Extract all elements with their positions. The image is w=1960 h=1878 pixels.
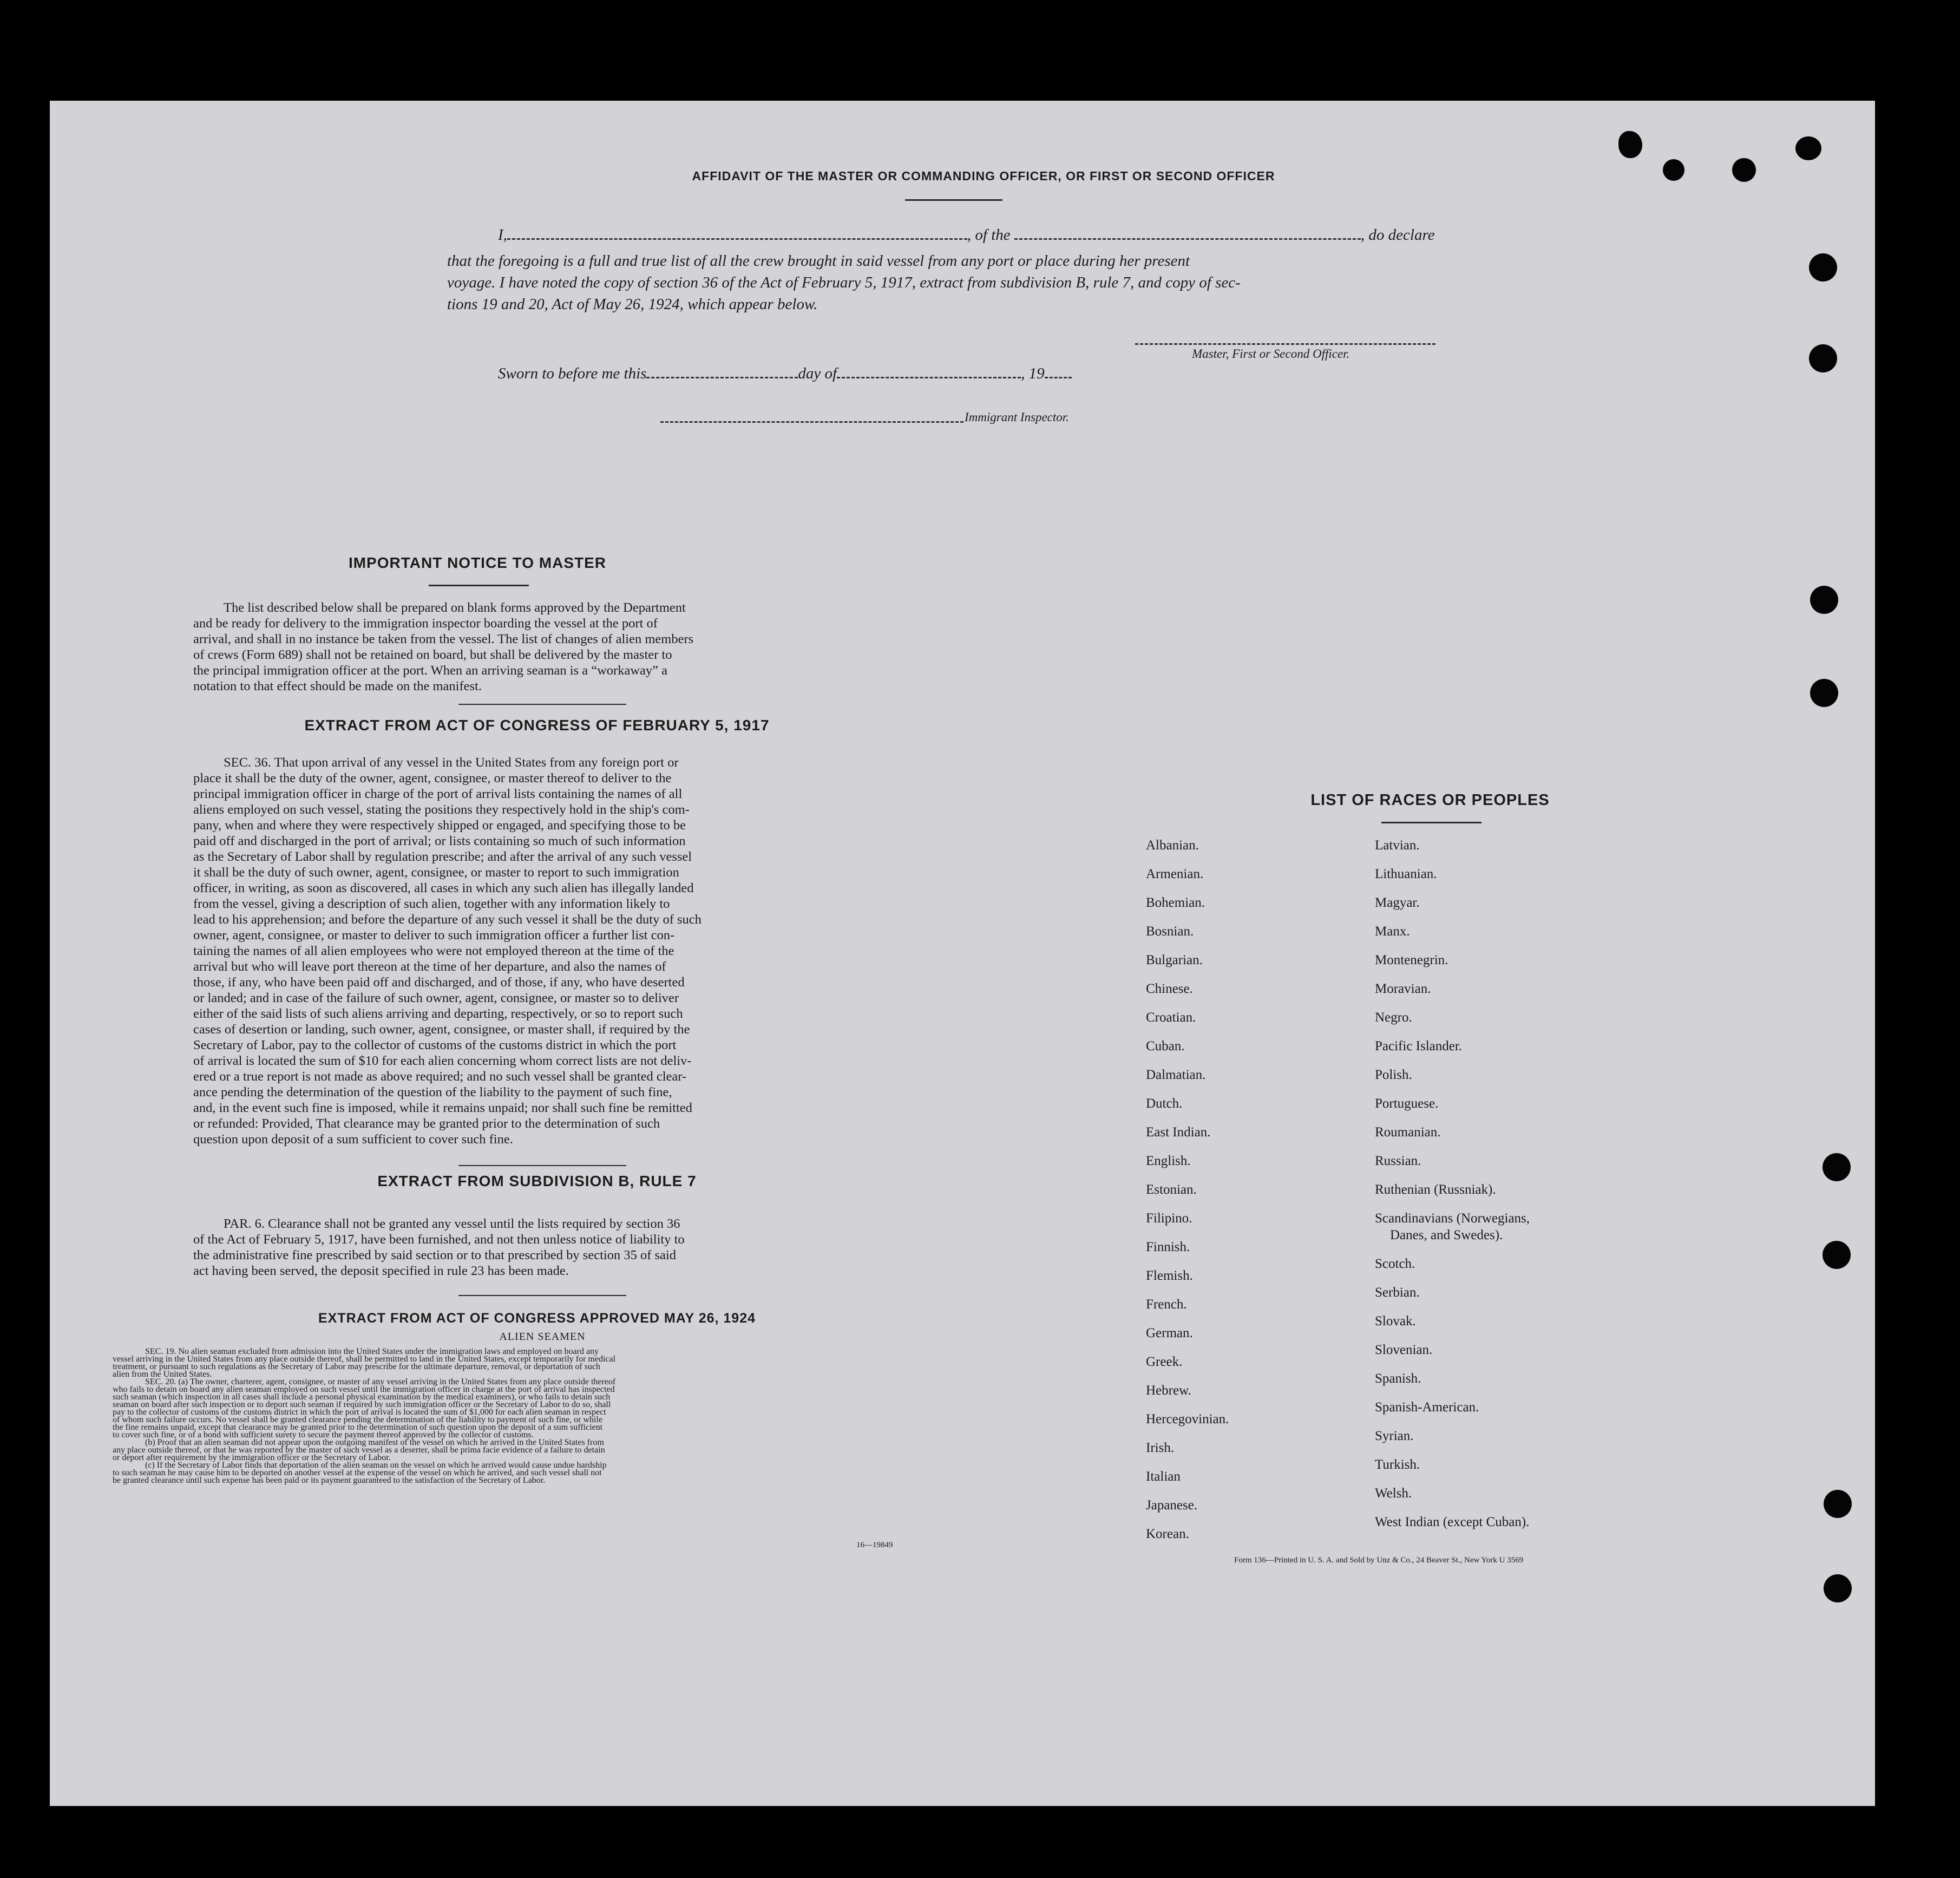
sec-36-line: those, if any, who have been paid off and discharged, and of those, if any, who have deserted — [193, 975, 685, 990]
inspector-signature-line — [660, 421, 963, 423]
sec-36-line: principal immigration officer in charge of the port of arrival lists containing the names of all — [193, 787, 683, 801]
affidavit-line-3: voyage. I have noted the copy of section 36 of the Act of February 5, 1917, extract from subdivision B, rule 7, and copy of sec- — [447, 274, 1241, 291]
sworn-month-blank — [837, 377, 1021, 378]
sec-36-line: of arrival is located the sum of $10 for each alien concerning whom correct lists are not deliv- — [193, 1053, 692, 1068]
sec-36-line: taining the names of all alien employees who were not employed thereon at the time of the — [193, 944, 674, 958]
sec-36-line: ance pending the determination of the question of the liability to the payment of such fine, — [193, 1085, 672, 1100]
races-left-column — [1146, 838, 1229, 1555]
punch-hole — [1795, 136, 1821, 160]
extract-1924-title: EXTRACT FROM ACT OF CONGRESS APPROVED MAY 26, 1924 — [318, 1311, 756, 1326]
race-item: Bosnian. — [1146, 924, 1194, 939]
master-caption: Master, First or Second Officer. — [1192, 347, 1350, 361]
sec-19-line: SEC. 19. No alien seaman excluded from admission into the United States under the immigration laws and employed on board any — [145, 1347, 599, 1356]
declare-label: , do declare — [1360, 226, 1435, 244]
of-the-label: , of the — [967, 226, 1011, 244]
race-item: Greek. — [1146, 1354, 1183, 1369]
sec-36-line: SEC. 36. That upon arrival of any vessel in the United States from any foreign port or — [224, 755, 679, 770]
sec-20-line: any place outside thereof, or that he was reported by the master of such vessel as a deserter, shall be prima facie evidence of a failure to detain — [113, 1445, 605, 1455]
affidavit-title-rule — [905, 199, 1002, 201]
sec-36-line: question upon deposit of a sum sufficient to cover such fine. — [193, 1132, 513, 1147]
race-item: Moravian. — [1375, 981, 1431, 996]
race-item: Latvian. — [1375, 838, 1420, 853]
par-6-line: PAR. 6. Clearance shall not be granted any vessel until the lists required by section 36 — [224, 1216, 680, 1231]
race-item: Turkish. — [1375, 1457, 1420, 1472]
sec-20-line: who fails to detain on board any alien seaman employed on such vessel until the immigration officer in charge at the port of arrival has inspected — [113, 1385, 615, 1394]
sec-20-line: the fine remains unpaid, except that clearance may be granted prior to the determination of such question upon the deposit of a sum sufficient — [113, 1423, 603, 1432]
notice-line: arrival, and shall in no instance be taken from the vessel. The list of changes of alien members — [193, 632, 694, 646]
notice-title-rule — [429, 585, 529, 586]
race-item: Albanian. — [1146, 838, 1199, 853]
race-item: English. — [1146, 1154, 1191, 1168]
sec-36-line: either of the said lists of such aliens arriving and departing, respectively, or so to report such — [193, 1006, 683, 1021]
race-item: Croatian. — [1146, 1010, 1196, 1025]
race-item: East Indian. — [1146, 1125, 1211, 1140]
punch-hole — [1824, 1574, 1852, 1602]
extract-1924-text — [113, 1348, 965, 1484]
sec-19-line: vessel arriving in the United States from any place outside thereof, shall be permitted to land in the United States, except temporarily for medical — [113, 1354, 616, 1364]
sec-20-line: to cover such fine, or of a bond with sufficient surety to secure the payment thereof approved by the collector of customs. — [113, 1430, 534, 1439]
notice-line: and be ready for delivery to the immigration inspector boarding the vessel at the port of — [193, 616, 658, 631]
extract-1917-title: EXTRACT FROM ACT OF CONGRESS OF FEBRUARY 5, 1917 — [304, 717, 770, 734]
sec-36-line: lead to his apprehension; and before the departure of any such vessel it shall be the duty of such — [193, 912, 702, 927]
rule-7-text — [193, 1216, 859, 1279]
punch-hole — [1809, 344, 1837, 372]
par-6-line: act having been served, the deposit specified in rule 23 has been made. — [193, 1264, 569, 1278]
par-6-line: of the Act of February 5, 1917, have been furnished, and not then unless notice of liability to — [193, 1232, 685, 1247]
race-item: Hercegovinian. — [1146, 1412, 1229, 1427]
race-item: Roumanian. — [1375, 1125, 1441, 1140]
sec-36-line: or landed; and in case of the failure of such owner, agent, consignee, or master so to deliver — [193, 991, 679, 1005]
form-footer: Form 136—Printed in U. S. A. and Sold by Unz & Co., 24 Beaver St., New York U 3569 — [1234, 1556, 1524, 1565]
sec-19-line: alien from the United States. — [113, 1370, 212, 1379]
race-item: French. — [1146, 1297, 1187, 1312]
race-item: Korean. — [1146, 1527, 1189, 1541]
sec-20-line: SEC. 20. (a) The owner, charterer, agent, consignee, or master of any vessel arriving in the United States from any place outside thereof — [145, 1377, 616, 1386]
races-title: LIST OF RACES OR PEOPLES — [1310, 791, 1550, 809]
notice-divider — [458, 704, 626, 705]
sec-20-line: of whom such failure occurs. No vessel shall be granted clearance pending the determination of the liability to payment of such fine, or while — [113, 1415, 603, 1424]
affidavit-line-2: that the foregoing is a full and true list of all the crew brought in said vessel from any port or place during her present — [447, 252, 1190, 270]
punch-hole — [1663, 159, 1684, 181]
race-item: Danes, and Swedes). — [1390, 1228, 1503, 1242]
sec-19-line: treatment, or pursuant to such regulations as the Secretary of Labor may prescribe for the ultimate departure, removal, or deportation of such — [113, 1362, 601, 1371]
notice-line: of crews (Form 689) shall not be retained on board, but shall be delivered by the master to — [193, 647, 672, 662]
race-item: Italian — [1146, 1469, 1181, 1484]
race-item: Cuban. — [1146, 1039, 1185, 1053]
sworn-line — [498, 365, 1072, 383]
race-item: Russian. — [1375, 1154, 1421, 1168]
race-item: German. — [1146, 1326, 1193, 1340]
notice-line: the principal immigration officer at the port. When an arriving seaman is a “workaway” a — [193, 663, 668, 678]
sec-36-line: cases of desertion or landing, such owner, agent, consignee, or master shall, if required by the — [193, 1022, 690, 1037]
sec-36-line: and, in the event such fine is imposed, while it remains unpaid; nor shall such fine be remitted — [193, 1101, 692, 1115]
punch-hole — [1810, 586, 1838, 614]
race-item: Spanish. — [1375, 1371, 1421, 1386]
punch-hole — [1732, 158, 1756, 182]
sec-36-line: or refunded: Provided, That clearance may be granted prior to the determination of such — [193, 1116, 660, 1131]
sec-36-line: it shall be the duty of such owner, agent, consignee, or master to report to such immigration — [193, 865, 679, 880]
form-code: 16—19849 — [856, 1541, 893, 1549]
race-item: Hebrew. — [1146, 1383, 1191, 1398]
document-sheet — [50, 101, 1875, 1806]
year-label: , 19 — [1021, 365, 1045, 382]
sworn-label: Sworn to before me this — [498, 365, 647, 382]
vessel-name-blank — [1014, 238, 1361, 240]
notice-line: notation to that effect should be made on the manifest. — [193, 679, 482, 693]
rule-7-title: EXTRACT FROM SUBDIVISION B, RULE 7 — [377, 1173, 697, 1189]
race-item: Spanish-American. — [1375, 1400, 1479, 1415]
race-item: Irish. — [1146, 1441, 1175, 1455]
race-item: Bulgarian. — [1146, 953, 1203, 967]
race-item: Slovak. — [1375, 1314, 1416, 1329]
inspector-caption: Immigrant Inspector. — [965, 410, 1069, 424]
race-item: Chinese. — [1146, 981, 1193, 996]
race-item: Ruthenian (Russniak). — [1375, 1182, 1496, 1197]
punch-hole — [1810, 679, 1838, 707]
affidavit-line-4: tions 19 and 20, Act of May 26, 1924, which appear below. — [447, 296, 818, 313]
punch-hole — [1824, 1490, 1852, 1518]
race-item: Negro. — [1375, 1010, 1412, 1025]
race-item: Scotch. — [1375, 1257, 1415, 1271]
sworn-day-blank — [646, 377, 798, 378]
sec-36-line: from the vessel, giving a description of such alien, together with any information likely to — [193, 897, 670, 911]
race-item: Magyar. — [1375, 895, 1420, 910]
affidavit-title: AFFIDAVIT OF THE MASTER OR COMMANDING OFFICER, OR FIRST OR SECOND OFFICER — [692, 169, 1275, 183]
declarant-prefix: I, — [498, 226, 507, 244]
sec-36-line: pany, when and where they were respectively shipped or engaged, and specifying those to be — [193, 818, 686, 833]
sec-36-line: ered or a true report is not made as above required; and no such vessel shall be granted clear- — [193, 1069, 687, 1084]
race-item: West Indian (except Cuban). — [1375, 1515, 1530, 1529]
race-item: Serbian. — [1375, 1285, 1420, 1300]
race-item: Welsh. — [1375, 1486, 1412, 1501]
race-item: Slovenian. — [1375, 1343, 1433, 1357]
punch-hole — [1618, 131, 1642, 158]
race-item: Polish. — [1375, 1068, 1412, 1082]
sec-36-line: Secretary of Labor, pay to the collector of customs of the customs district in which the port — [193, 1038, 677, 1052]
sec-36-line: paid off and discharged in the port of arrival; or lists containing so much of such information — [193, 834, 686, 848]
sec-20-line: seaman on board after such inspection or to deport such seaman if required by such immigration officer or the Secretary of Labor to do so, shall — [113, 1400, 611, 1409]
sec-20-line: be granted clearance until such expense has been paid or its payment guaranteed to the satisfaction of the Secretary of Labor. — [113, 1476, 546, 1485]
sec-20-line: pay to the collector of customs of the customs district in which the port of arrival is located the sum of $1,000 for each alien seaman in respect — [113, 1408, 606, 1417]
sec-20-line: such seaman (which inspection in all cases shall include a personal physical examination by the medical examiners), or who fails to detain such — [113, 1392, 611, 1402]
sec-36-line: as the Secretary of Labor shall by regulation prescribe; and after the arrival of any such vessel — [193, 849, 692, 864]
sworn-year-blank — [1045, 377, 1072, 378]
race-item: Japanese. — [1146, 1498, 1198, 1513]
notice-text — [193, 600, 859, 694]
sec-20-line: (c) If the Secretary of Labor finds that deportation of the alien seaman on the vessel on which he arrived would cause undue hardship — [145, 1461, 607, 1470]
day-of-label: day of — [798, 365, 837, 382]
sec-20-line: or deport after requirement by the immigration officer or the Secretary of Labor. — [113, 1453, 391, 1462]
race-item: Filipino. — [1146, 1211, 1192, 1226]
sec-20-line: (b) Proof that an alien seaman did not appear upon the outgoing manifest of the vessel on which he arrived in the United States from — [145, 1438, 604, 1447]
race-item: Flemish. — [1146, 1268, 1193, 1283]
race-item: Estonian. — [1146, 1182, 1197, 1197]
races-right-column — [1375, 838, 1530, 1543]
sec-36-line: arrival but who will leave port thereon at the time of her departure, and also the names of — [193, 959, 666, 974]
extract-1917-text — [193, 755, 859, 1147]
race-item: Lithuanian. — [1375, 867, 1437, 881]
notice-line: The list described below shall be prepared on blank forms approved by the Department — [224, 600, 686, 615]
races-title-rule — [1381, 822, 1482, 823]
par-6-line: the administrative fine prescribed by said section or to that prescribed by section 35 of said — [193, 1248, 676, 1262]
punch-hole — [1823, 1241, 1851, 1269]
affidavit-line-1 — [498, 226, 1516, 244]
race-item: Portuguese. — [1375, 1096, 1439, 1111]
race-item: Scandinavians (Norwegians, — [1375, 1211, 1530, 1226]
sec-36-line: officer, in writing, as soon as discovered, all cases in which any such alien has illegally landed — [193, 881, 694, 895]
race-item: Manx. — [1375, 924, 1410, 939]
race-item: Bohemian. — [1146, 895, 1205, 910]
race-item: Syrian. — [1375, 1429, 1414, 1443]
declarant-name-blank — [507, 238, 967, 240]
race-item: Pacific Islander. — [1375, 1039, 1463, 1053]
race-item: Armenian. — [1146, 867, 1204, 881]
sec-36-line: owner, agent, consignee, or master to deliver to such immigration officer a further list con- — [193, 928, 675, 943]
sec-36-line: aliens employed on such vessel, stating the positions they respectively hold in the ship's com- — [193, 802, 690, 817]
alien-seamen-subtitle: ALIEN SEAMEN — [499, 1331, 586, 1343]
sec-36-line: place it shall be the duty of the owner, agent, consignee, or master thereof to deliver to the — [193, 771, 672, 786]
race-item: Finnish. — [1146, 1240, 1190, 1254]
punch-hole — [1809, 253, 1837, 282]
rule-7-divider — [458, 1295, 626, 1296]
race-item: Dutch. — [1146, 1096, 1183, 1111]
sec-20-line: to such seaman he may cause him to be deported on another vessel at the expense of the vessel on which he arrived, and such vessel shall not — [113, 1468, 602, 1477]
notice-title: IMPORTANT NOTICE TO MASTER — [348, 554, 607, 571]
race-item: Dalmatian. — [1146, 1068, 1206, 1082]
race-item: Montenegrin. — [1375, 953, 1448, 967]
punch-hole — [1823, 1153, 1851, 1181]
extract-1917-divider — [458, 1165, 626, 1166]
master-signature-line — [1135, 343, 1435, 345]
